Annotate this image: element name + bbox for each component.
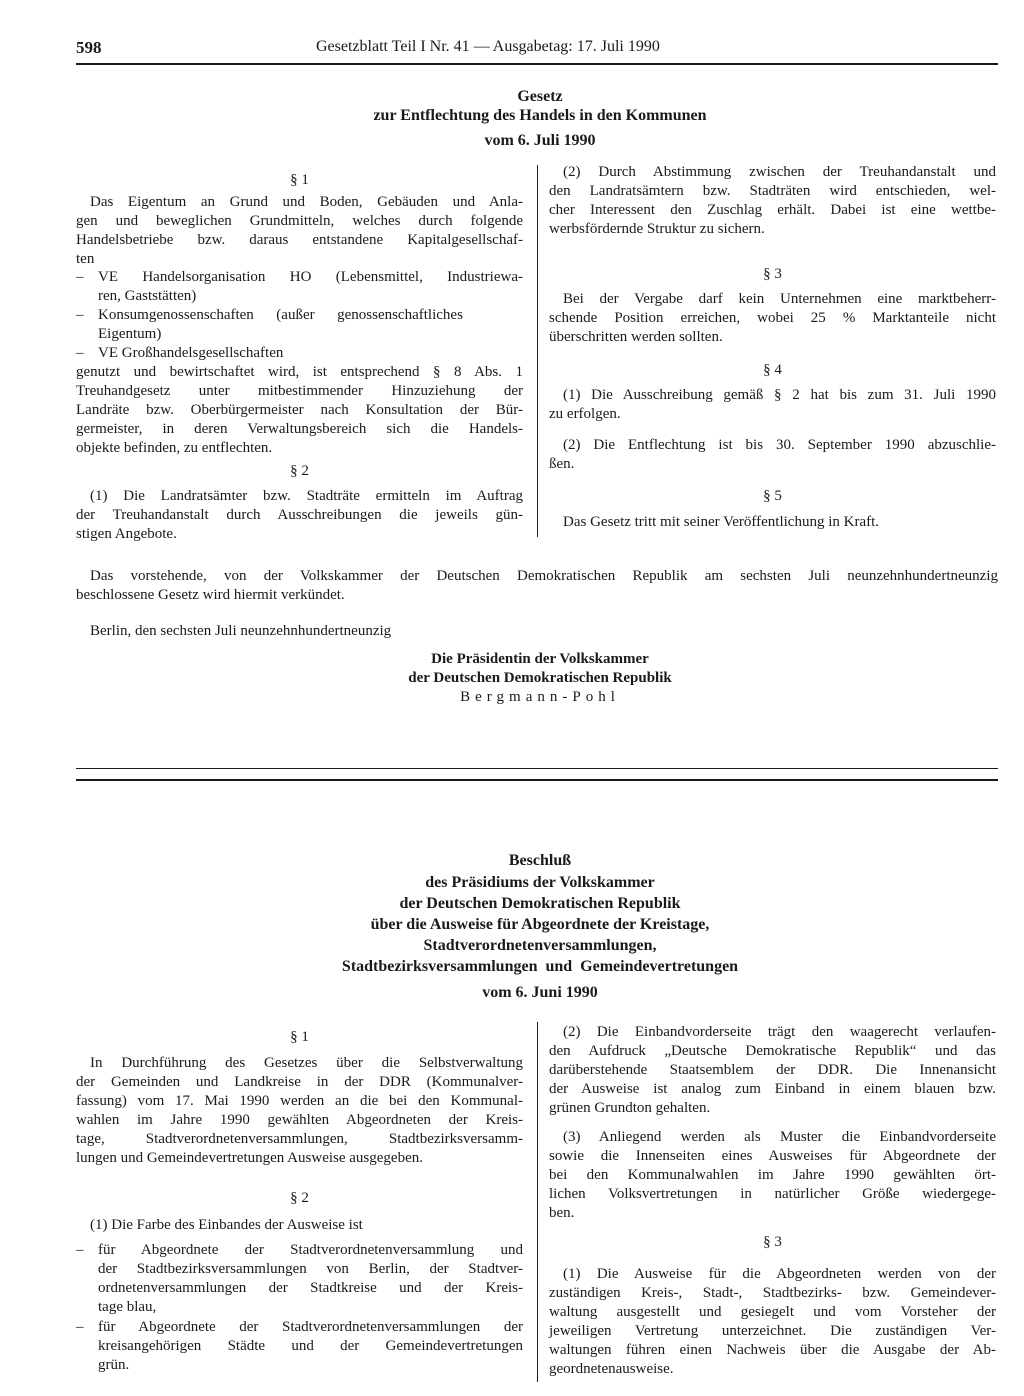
law1-s2-p1 — [76, 487, 523, 544]
law1-s1-item: – VE Handelsorganisation HO (Lebensmittel, Industriewa- ren, Gaststätten) — [76, 269, 523, 304]
law2-title-line: über die Ausweise für Abgeordnete der Kreistage, — [370, 916, 710, 933]
text-line: Landräte bzw. Oberbürgermeister nach Konsultation der Bür- — [76, 402, 523, 418]
text-line: Treuhandgesetz unter mitbestimmender Hinzuziehung der — [76, 383, 523, 399]
text-line: der Stadtbezirksversammlungen von Berlin, der Stadtver- — [98, 1261, 523, 1277]
text-line: germeister, in deren Verwaltungsbereich sich die Handels- — [76, 421, 523, 437]
law1-signature-title — [340, 650, 740, 688]
text-line: Das Eigentum an Grund und Boden, Gebäuden und Anla- — [90, 194, 523, 210]
law1-s3-heading: § 3 — [763, 266, 782, 282]
text-line: genutzt und bewirtschaftet wird, ist entsprechend § 8 Abs. 1 — [76, 364, 523, 380]
text-line: ordnetenversammlungen der Stadtkreise und der Kreis- — [98, 1280, 523, 1296]
text-line: Eigentum) — [98, 326, 162, 342]
text-line: grün. — [98, 1357, 130, 1373]
column-divider — [537, 165, 538, 537]
text-line: stigen Angebote. — [76, 526, 177, 542]
law1-s1-intro — [76, 193, 523, 269]
text-line: grünen Grundton gehalten. — [549, 1100, 711, 1116]
text-line: zuständigen Kreis-, Stadt-, Stadtbezirks- bzw. Gemeindever- — [549, 1285, 996, 1301]
law2-title-line: Stadtverordnetenversammlungen, — [423, 937, 657, 954]
law2-s2-p1: (1) Die Farbe des Einbandes der Ausweise ist — [90, 1217, 363, 1233]
law2-s2-p3 — [549, 1128, 996, 1223]
text-line: tage blau, — [98, 1299, 157, 1315]
text-line: beschlossene Gesetz wird hiermit verkündet. — [76, 587, 345, 603]
text-line: geordnetenausweise. — [549, 1361, 674, 1377]
section-rule — [76, 768, 998, 769]
law1-s1-item: – Konsumgenossenschaften (außer genossenschaftliches Eigentum) — [76, 306, 523, 344]
law1-s5-heading: § 5 — [763, 488, 782, 504]
text-line: (1) Die Landratsämter bzw. Stadträte ermitteln im Auftrag — [90, 488, 523, 504]
text-line: der Treuhandanstalt durch Ausschreibungen die jeweils gün- — [76, 507, 523, 523]
law1-promulgation — [76, 567, 998, 605]
law1-s4-heading: § 4 — [763, 362, 782, 378]
text-line: schende Position erreichen, wobei 25 % Marktanteile nicht — [549, 310, 996, 326]
law2-s3-heading: § 3 — [763, 1234, 782, 1250]
text-line: ren, Gaststätten) — [98, 288, 197, 304]
section-rule — [76, 779, 998, 781]
text-line: (2) Die Einbandvorderseite trägt den waagerecht verlaufen- — [563, 1024, 996, 1040]
text-line: Konsumgenossenschaften (außer genossenschaftliches — [98, 307, 463, 323]
text-line: zu erfolgen. — [549, 406, 621, 422]
text-line: kreisangehörigen Städte und der Gemeindevertretungen — [98, 1338, 523, 1354]
text-line: ben. — [549, 1205, 575, 1221]
law1-title-line: Gesetz — [517, 88, 563, 105]
law1-s5-text: Das Gesetz tritt mit seiner Veröffentlichung in Kraft. — [563, 514, 880, 530]
text-line: sowie die Innenseiten eines Ausweises für Abgeordnete der — [549, 1148, 996, 1164]
text-line: waltungen führen einen Nachweis über die Ausgabe der Ab- — [549, 1342, 996, 1358]
text-line: waltung ausgestellt und gesiegelt und vom Vorsteher der — [549, 1304, 996, 1320]
law1-s1-item: – VE Großhandelsgesellschaften — [76, 344, 523, 363]
text-line: den Landratsämtern bzw. Stadträten wird entschieden, wel- — [549, 183, 996, 199]
text-line: werbsfördernde Struktur zu sichern. — [549, 221, 765, 237]
law2-title-line: des Präsidiums der Volkskammer — [425, 874, 655, 891]
law2-s2-heading: § 2 — [290, 1190, 309, 1206]
law1-title-line: zur Entflechtung des Handels in den Kommunen — [373, 107, 707, 124]
law1-s2-heading: § 2 — [290, 463, 309, 479]
text-line: ßen. — [549, 456, 575, 472]
text-line: der Deutschen Demokratischen Republik — [408, 670, 672, 686]
law2-s2-item: – für Abgeordnete der Stadtverordnetenversammlungen der kreisangehörigen Städte und der Gemeindevertretungen grün. — [76, 1319, 523, 1373]
text-line: den Aufdruck „Deutsche Demokratische Republik“ und das — [549, 1043, 996, 1059]
text-line: lungen und Gemeindevertretungen Ausweise ausgegeben. — [76, 1150, 423, 1166]
law2-s2-item: – für Abgeordnete der Stadtverordnetenversammlung und der Stadtbezirksversammlungen von Berlin, der Stadtver- ordnetenversammlungen der Stadtkreise und der Kreis- tage blau, — [76, 1242, 523, 1315]
law1-s2-p2 — [549, 163, 996, 239]
text-line: ten — [76, 251, 95, 267]
text-line: In Durchführung des Gesetzes über die Selbstverwaltung — [90, 1055, 523, 1071]
law2-title-line: Stadtbezirksversammlungen und Gemeindevertretungen — [341, 958, 739, 975]
law1-s1-rest — [76, 363, 523, 458]
law2-s3 — [549, 1265, 996, 1379]
text-line: (1) Die Ausschreibung gemäß § 2 hat bis zum 31. Juli 1990 — [563, 387, 996, 403]
text-line: der Gemeinden und Landkreise in der DDR (Kommunalver- — [76, 1074, 523, 1090]
law1-place-date: Berlin, den sechsten Juli neunzehnhundertneunzig — [90, 623, 392, 639]
law1-signature-name: Bergmann-Pohl — [460, 689, 620, 705]
column-divider — [537, 1022, 538, 1382]
law2-title-line: Beschluß — [508, 852, 572, 869]
text-line: darüberstehende Staatsemblem der DDR. Die Innenansicht — [549, 1062, 996, 1078]
text-line: VE Großhandelsgesellschaften — [98, 345, 284, 361]
running-head: Gesetzblatt Teil I Nr. 41 — Ausgabetag: 17. Juli 1990 — [316, 38, 660, 55]
law1-s4-p1 — [549, 386, 996, 424]
text-line: gen und beweglichen Grundmitteln, welches durch folgende — [76, 213, 523, 229]
text-line: wahlen im Jahre 1990 gewählten Abgeordneten der Kreis- — [76, 1112, 523, 1128]
text-line: (2) Durch Abstimmung zwischen der Treuhandanstalt und — [563, 164, 996, 180]
text-line: fassung) vom 17. Mai 1990 werden an die bei den Kommunal- — [76, 1093, 523, 1109]
text-line: Handelsbetriebe bzw. daraus entstandene Kapitalgesellschaf- — [76, 232, 523, 248]
text-line: tage, Stadtverordnetenversammlungen, Stadtbezirksversamm- — [76, 1131, 523, 1147]
page-number: 598 — [76, 38, 102, 57]
text-line: lichen Volksvertretungen in natürlicher Größe wiedergege- — [549, 1186, 996, 1202]
text-line: jeweiligen Vertretung unterzeichnet. Die zuständigen Ver- — [549, 1323, 996, 1339]
text-line: Die Präsidentin der Volkskammer — [431, 651, 649, 667]
law2-s1 — [76, 1054, 523, 1168]
text-line: cher Interessent den Zuschlag erhält. Dabei ist eine wettbe- — [549, 202, 996, 218]
law1-s4-p2 — [549, 436, 996, 474]
text-line: VE Handelsorganisation HO (Lebensmittel, Industriewa- — [98, 269, 523, 285]
text-line: bei den Kommunalwahlen im Jahre 1990 gewählten ört- — [549, 1167, 996, 1183]
header-rule — [76, 63, 998, 65]
law1-s1-heading: § 1 — [290, 172, 309, 188]
text-line: für Abgeordnete der Stadtverordnetenversammlungen der — [98, 1319, 523, 1335]
text-line: (1) Die Ausweise für die Abgeordneten werden von der — [563, 1266, 996, 1282]
text-line: (3) Anliegend werden als Muster die Einbandvorderseite — [563, 1129, 996, 1145]
text-line: objekte befinden, zu entflechten. — [76, 440, 273, 456]
law2-s1-heading: § 1 — [290, 1029, 309, 1045]
law2-title-line: der Deutschen Demokratischen Republik — [399, 895, 681, 912]
law2-title-line: vom 6. Juni 1990 — [482, 984, 598, 1001]
text-line: für Abgeordnete der Stadtverordnetenversammlung und — [98, 1242, 523, 1258]
law1-s3 — [549, 290, 996, 347]
law2-s2-p2 — [549, 1023, 996, 1118]
text-line: Das vorstehende, von der Volkskammer der Deutschen Demokratischen Republik am sechsten Juli neunzehnhundertneunzig — [90, 568, 998, 584]
text-line: der Ausweise ist analog zum Einband in einem blauen bzw. — [549, 1081, 996, 1097]
law1-title-line: vom 6. Juli 1990 — [484, 132, 596, 149]
text-line: (2) Die Entflechtung ist bis 30. September 1990 abzuschlie- — [563, 437, 996, 453]
text-line: Bei der Vergabe darf kein Unternehmen eine marktbeherr- — [563, 291, 996, 307]
text-line: überschritten werden sollten. — [549, 329, 723, 345]
